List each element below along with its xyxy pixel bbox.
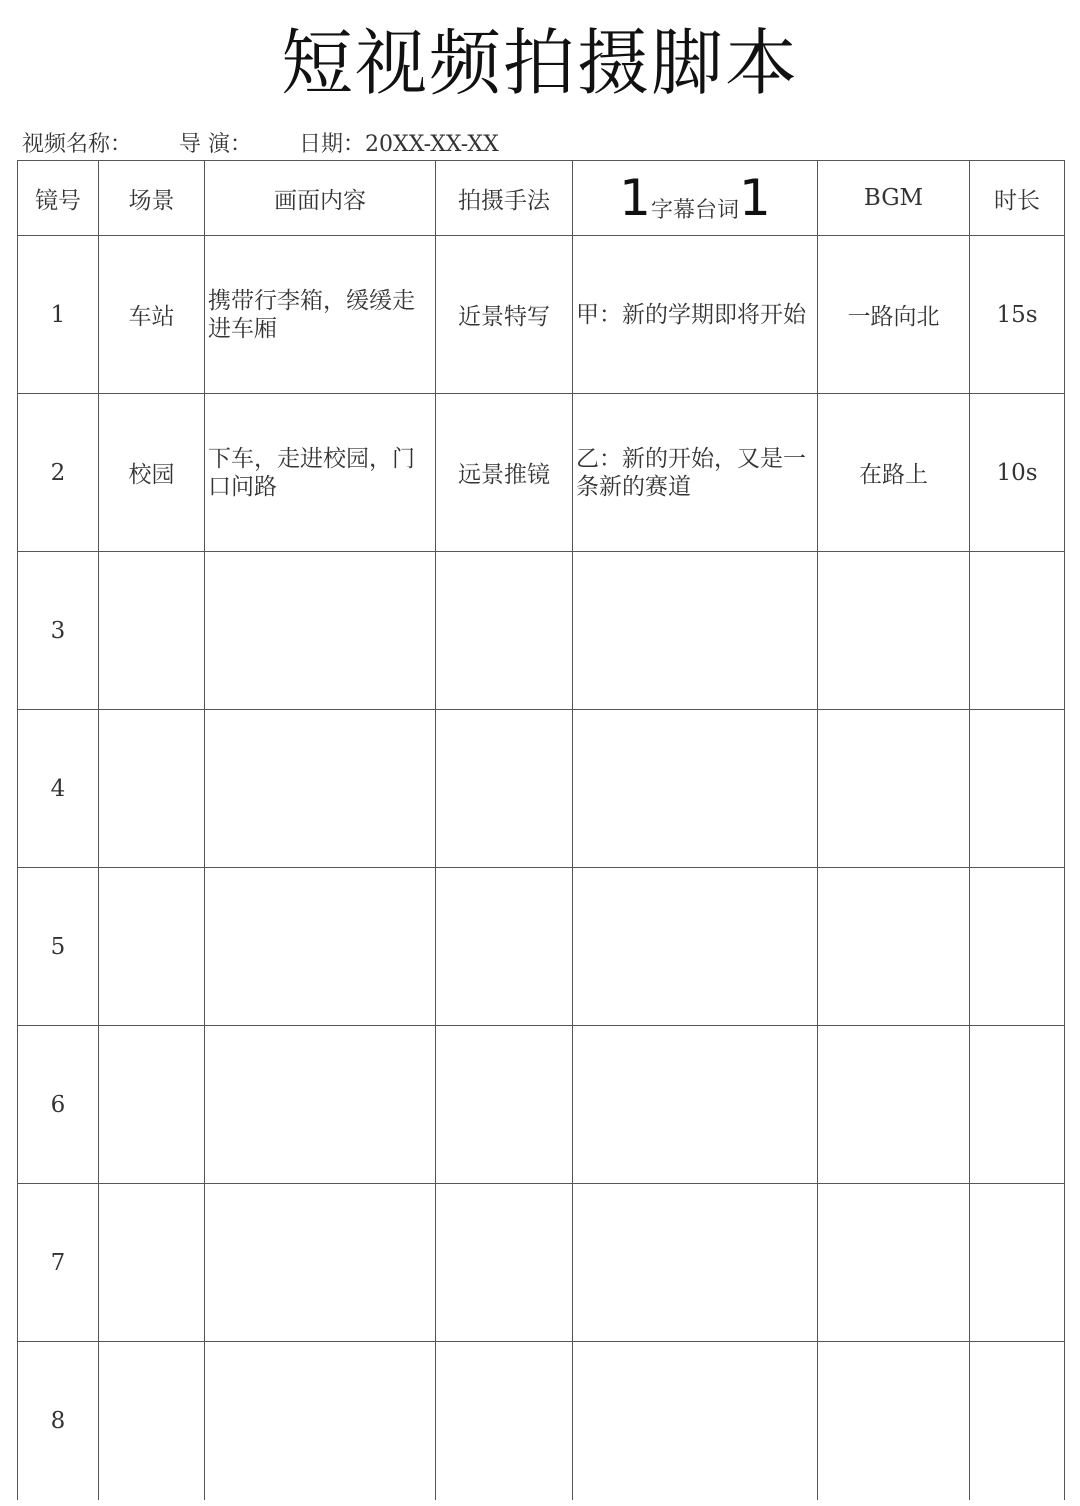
cell-content: 下车，走进校园，门口问路 — [205, 394, 436, 552]
script-table — [17, 160, 1065, 1500]
cell-bgm: 一路向北 — [818, 236, 970, 394]
date-value: 20XX-XX-XX — [365, 132, 499, 157]
header-subtitle — [573, 161, 818, 236]
cell-subtitle: 乙：新的开始，又是一条新的赛道 — [573, 394, 818, 552]
cell-technique — [436, 710, 573, 868]
table-row — [18, 394, 1065, 552]
table-row — [18, 552, 1065, 710]
cell-scene — [99, 868, 205, 1026]
cell-bgm — [818, 710, 970, 868]
cell-bgm — [818, 552, 970, 710]
table-row — [18, 868, 1065, 1026]
cell-technique — [436, 868, 573, 1026]
cell-shot-no: 3 — [18, 552, 99, 710]
cell-content — [205, 552, 436, 710]
cell-shot-no: 5 — [18, 868, 99, 1026]
header-duration: 时长 — [970, 161, 1065, 236]
cell-technique — [436, 1184, 573, 1342]
cell-shot-no: 4 — [18, 710, 99, 868]
cell-scene — [99, 710, 205, 868]
cell-subtitle — [573, 710, 818, 868]
document-title: 短视频拍摄脚本 — [280, 21, 799, 105]
table-row — [18, 710, 1065, 868]
cell-bgm — [818, 868, 970, 1026]
cell-shot-no: 6 — [18, 1026, 99, 1184]
cell-content — [205, 1026, 436, 1184]
cell-bgm — [818, 1342, 970, 1501]
cell-technique — [436, 1026, 573, 1184]
cell-technique: 远景推镜 — [436, 394, 573, 552]
header-scene: 场景 — [99, 161, 205, 236]
cell-duration — [970, 710, 1065, 868]
header-technique: 拍摄手法 — [436, 161, 573, 236]
cell-subtitle — [573, 1342, 818, 1501]
cell-duration: 10s — [970, 394, 1065, 552]
cell-bgm — [818, 1184, 970, 1342]
cell-technique — [436, 1342, 573, 1501]
cell-subtitle — [573, 868, 818, 1026]
cell-content: 携带行李箱，缓缓走进车厢 — [205, 236, 436, 394]
table-row — [18, 1342, 1065, 1501]
cell-technique — [436, 552, 573, 710]
cell-content — [205, 1184, 436, 1342]
cell-content — [205, 710, 436, 868]
cell-subtitle — [573, 1026, 818, 1184]
cell-duration — [970, 1342, 1065, 1501]
header-row — [18, 161, 1065, 236]
table-row — [18, 1026, 1065, 1184]
header-content: 画面内容 — [205, 161, 436, 236]
cell-scene — [99, 552, 205, 710]
header-subtitle-text: 字幕台词 — [650, 197, 739, 223]
cell-scene: 校园 — [99, 394, 205, 552]
cell-shot-no: 8 — [18, 1342, 99, 1501]
cell-subtitle: 甲：新的学期即将开始 — [573, 236, 818, 394]
cell-duration — [970, 1026, 1065, 1184]
header-subtitle-suffix: 1 — [739, 168, 771, 227]
cell-duration: 15s — [970, 236, 1065, 394]
cell-content — [205, 1342, 436, 1501]
video-name-label: 视频名称： — [22, 132, 133, 157]
cell-bgm: 在路上 — [818, 394, 970, 552]
cell-duration — [970, 552, 1065, 710]
cell-scene: 车站 — [99, 236, 205, 394]
cell-scene — [99, 1184, 205, 1342]
cell-duration — [970, 868, 1065, 1026]
table-row — [18, 1184, 1065, 1342]
cell-shot-no: 1 — [18, 236, 99, 394]
cell-subtitle — [573, 552, 818, 710]
cell-technique: 近景特写 — [436, 236, 573, 394]
cell-shot-no: 7 — [18, 1184, 99, 1342]
header-subtitle-prefix: 1 — [619, 168, 651, 227]
meta-line — [22, 130, 499, 160]
date-label: 日期： — [299, 132, 366, 157]
cell-content — [205, 868, 436, 1026]
table-row — [18, 236, 1065, 394]
cell-bgm — [818, 1026, 970, 1184]
header-bgm: BGM — [818, 161, 970, 236]
cell-shot-no: 2 — [18, 394, 99, 552]
cell-scene — [99, 1026, 205, 1184]
cell-scene — [99, 1342, 205, 1501]
cell-subtitle — [573, 1184, 818, 1342]
director-label: 导 演： — [179, 132, 253, 157]
header-shot-no: 镜号 — [18, 161, 99, 236]
cell-duration — [970, 1184, 1065, 1342]
